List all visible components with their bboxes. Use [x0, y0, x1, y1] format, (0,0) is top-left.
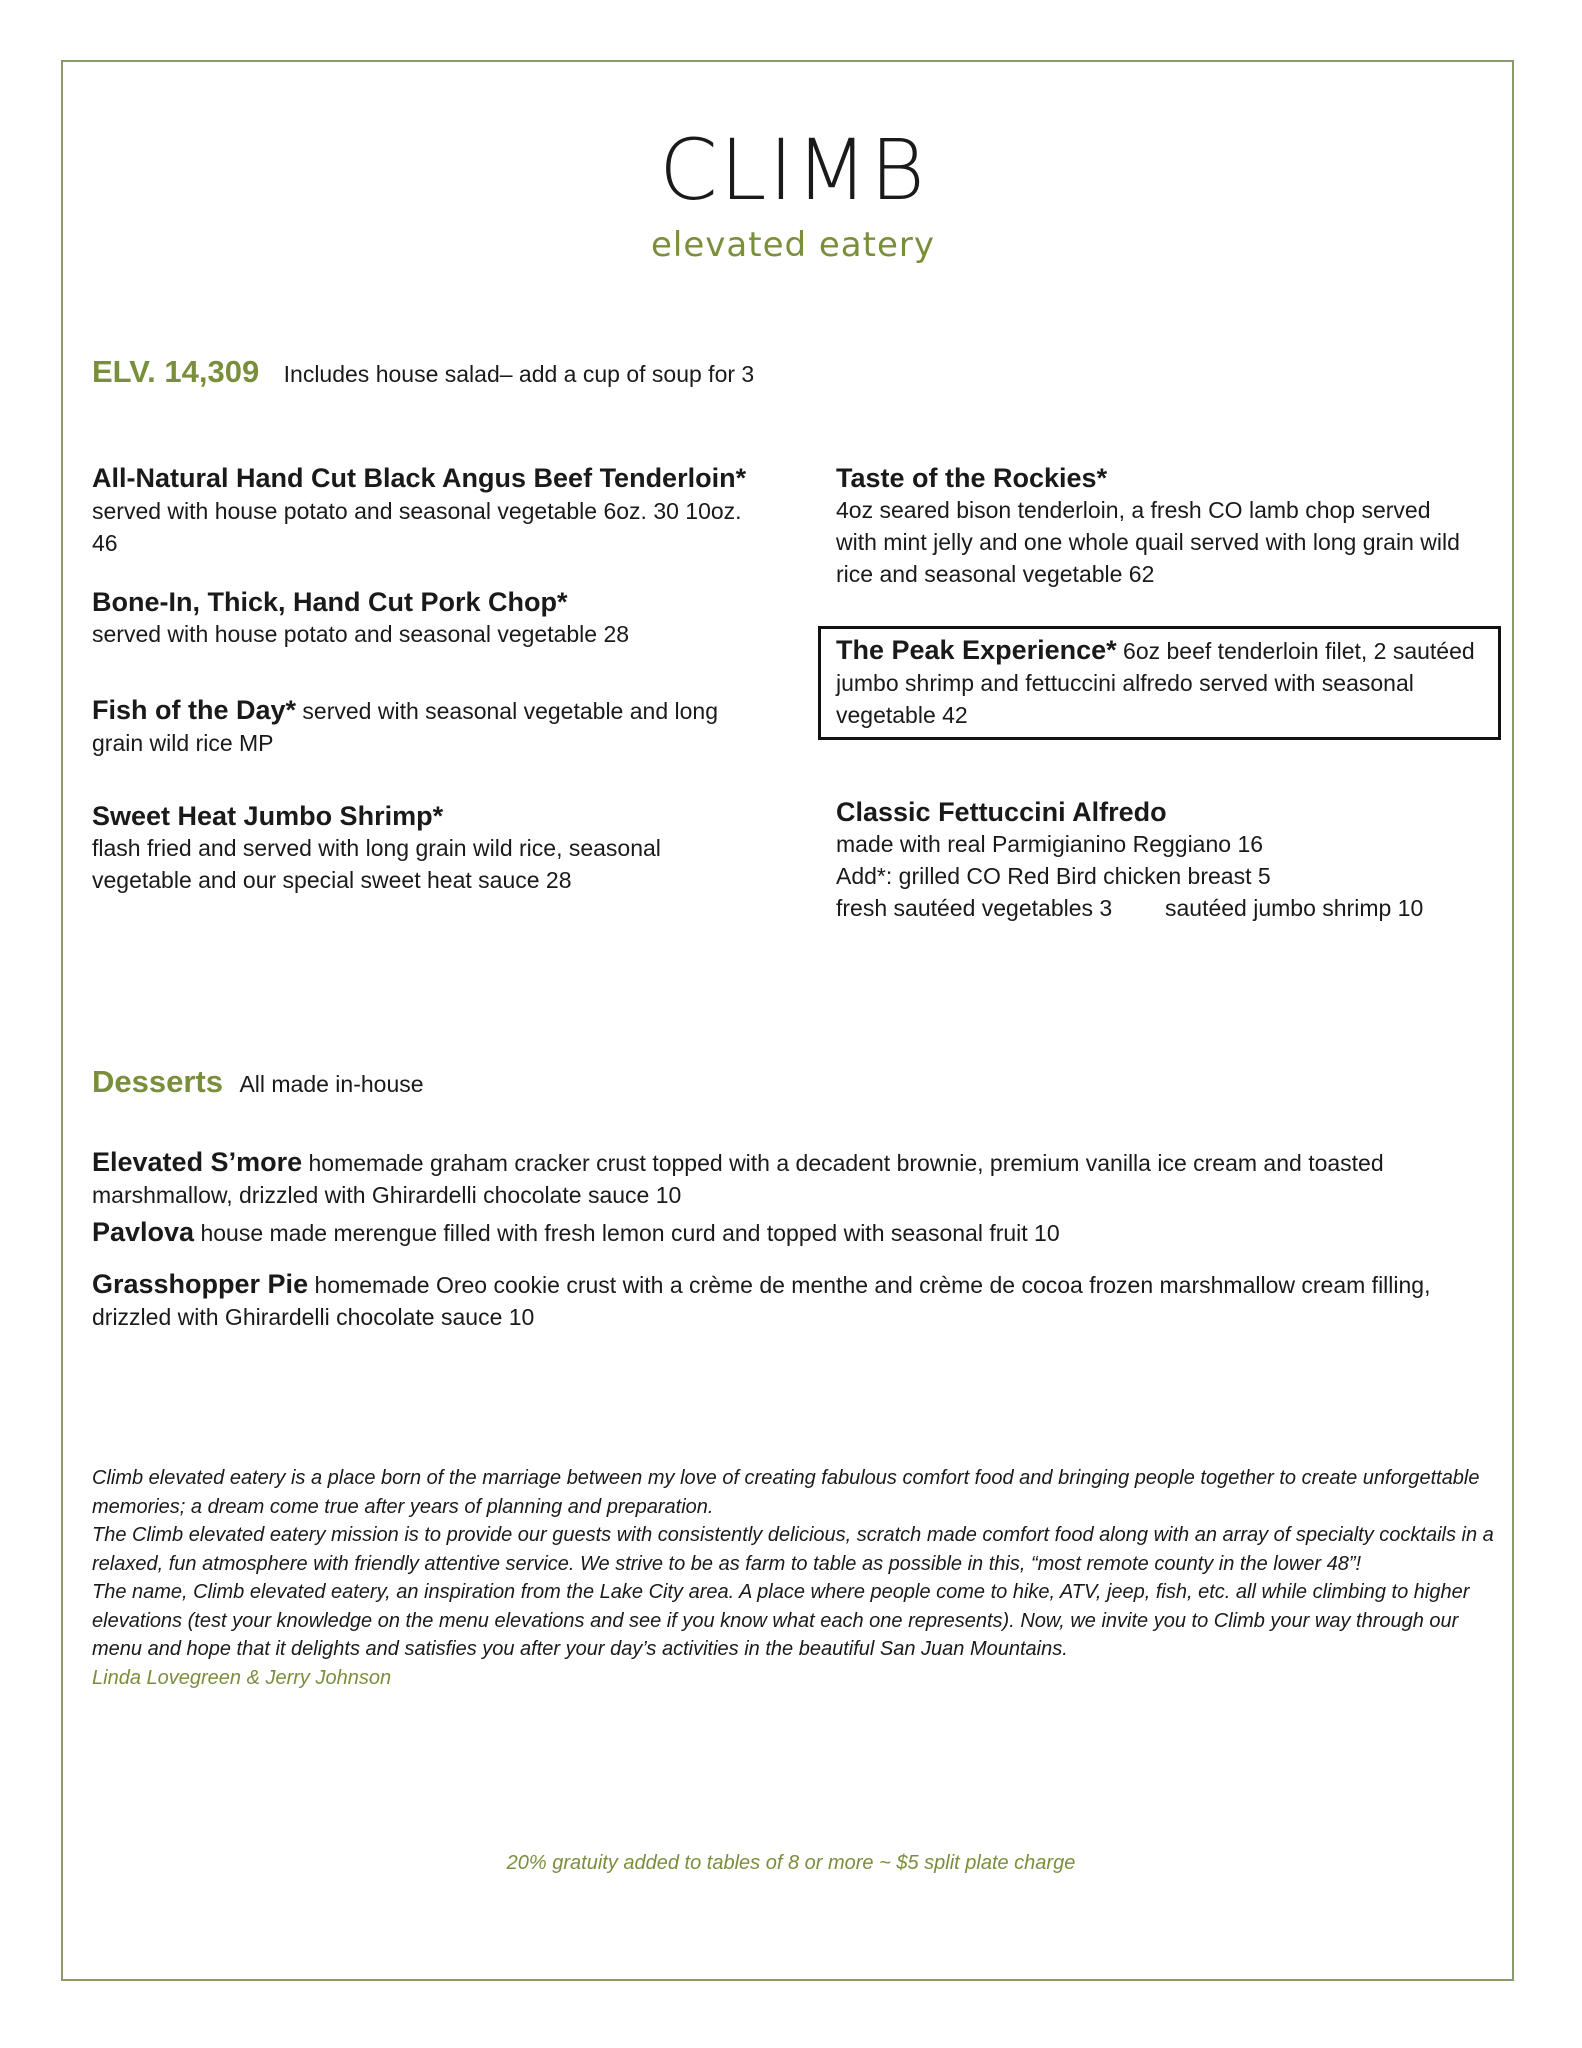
item-desc: served with house potato and seasonal vegetable 28: [92, 621, 630, 647]
dessert-item: [92, 1268, 1492, 1333]
story-paragraph: The Climb elevated eatery mission is to provide our guests with consistently delicious, scratch made comfort food along with an array of specialty cocktails in a relaxed, fun atmosphere with friendly attentive service. We strive to be as farm to table as possible in this, “most remote county in the lower 48”!: [92, 1524, 1494, 1575]
item-desc: made with real Parmigianino Reggiano 16: [836, 831, 1264, 857]
item-name: Elevated S’more: [92, 1147, 303, 1177]
menu-item: [836, 796, 1476, 924]
entrees-header: [92, 354, 754, 390]
gratuity-note: 20% gratuity added to tables of 8 or more ~ $5 split plate charge: [506, 1852, 1076, 1874]
logo: [628, 98, 958, 273]
item-name: Fish of the Day*: [92, 695, 297, 725]
item-extra: fresh sautéed vegetables 3: [836, 895, 1113, 921]
item-name: Pavlova: [92, 1217, 195, 1247]
item-name: The Peak Experience*: [836, 635, 1117, 665]
desserts-title: Desserts: [92, 1064, 223, 1099]
item-desc: 6oz beef tenderloin filet, 2 sautéed jumbo shrimp and fettuccini alfredo served with seasonal vegetable 42: [836, 638, 1475, 728]
item-desc: homemade graham cracker crust topped with a decadent brownie, premium vanilla ice cream and toasted marshmallow, drizzled with Ghirardelli chocolate sauce 10: [92, 1150, 1384, 1208]
menu-item: [92, 462, 752, 559]
item-name: All-Natural Hand Cut Black Angus Beef Tenderloin*: [92, 463, 747, 493]
entrees-note: Includes house salad– add a cup of soup for 3: [283, 361, 755, 387]
item-name: Classic Fettuccini Alfredo: [836, 797, 1167, 827]
menu-item: [92, 800, 752, 896]
item-desc: 4oz seared bison tenderloin, a fresh CO lamb chop served with mint jelly and one whole quail served with long grain wild rice and seasonal vegetable 62: [836, 497, 1460, 587]
logo-tagline: elevated eatery: [651, 225, 935, 265]
item-desc: flash fried and served with long grain wild rice, seasonal vegetable and our special sweet heat sauce 28: [92, 835, 661, 893]
desserts-header: [92, 1064, 424, 1100]
desserts-note: All made in-house: [239, 1071, 424, 1097]
item-desc: house made merengue filled with fresh lemon curd and topped with seasonal fruit 10: [200, 1220, 1060, 1246]
item-desc: served with seasonal vegetable and long grain wild rice MP: [92, 698, 718, 756]
menu-item-featured: [836, 634, 1476, 731]
dessert-item: [92, 1146, 1492, 1211]
item-extras: [836, 892, 1476, 924]
item-name: Taste of the Rockies*: [836, 463, 1108, 493]
menu-item: [92, 694, 752, 759]
item-addon: Add*: grilled CO Red Bird chicken breast 5: [836, 863, 1271, 889]
logo-wordmark: CLIMB: [659, 121, 927, 219]
story-paragraph: The name, Climb elevated eatery, an inspiration from the Lake City area. A place where people come to hike, ATV, jeep, fish, etc. all while climbing to higher elevations (test your knowledge on the menu elevations and see if you know what each one represents). Now, we invite you to Climb your way through our menu and hope that it delights and satisfies you after your day’s activities in the beautiful San Juan Mountains.: [92, 1581, 1470, 1660]
page-border: [61, 60, 1514, 1981]
item-name: Grasshopper Pie: [92, 1269, 309, 1299]
dessert-item: [92, 1216, 1492, 1249]
item-name: Sweet Heat Jumbo Shrimp*: [92, 801, 444, 831]
story-paragraph: Climb elevated eatery is a place born of the marriage between my love of creating fabulous comfort food and bringing people together to create unforgettable memories; a dream come true after years of planning and preparation.: [92, 1467, 1480, 1518]
item-name: Bone-In, Thick, Hand Cut Pork Chop*: [92, 587, 568, 617]
item-desc: homemade Oreo cookie crust with a crème de menthe and crème de cocoa frozen marshmallow cream filling, drizzled with Ghirardelli chocolate sauce 10: [92, 1272, 1431, 1330]
menu-item: [836, 462, 1476, 590]
menu-item: [92, 586, 752, 650]
item-extra: sautéed jumbo shrimp 10: [1164, 895, 1424, 921]
about-story: [92, 1464, 1502, 1692]
entrees-title: ELV. 14,309: [92, 354, 260, 389]
owner-signature: Linda Lovegreen & Jerry Johnson: [92, 1666, 392, 1689]
item-desc: served with house potato and seasonal vegetable 6oz. 30 10oz. 46: [92, 498, 742, 556]
